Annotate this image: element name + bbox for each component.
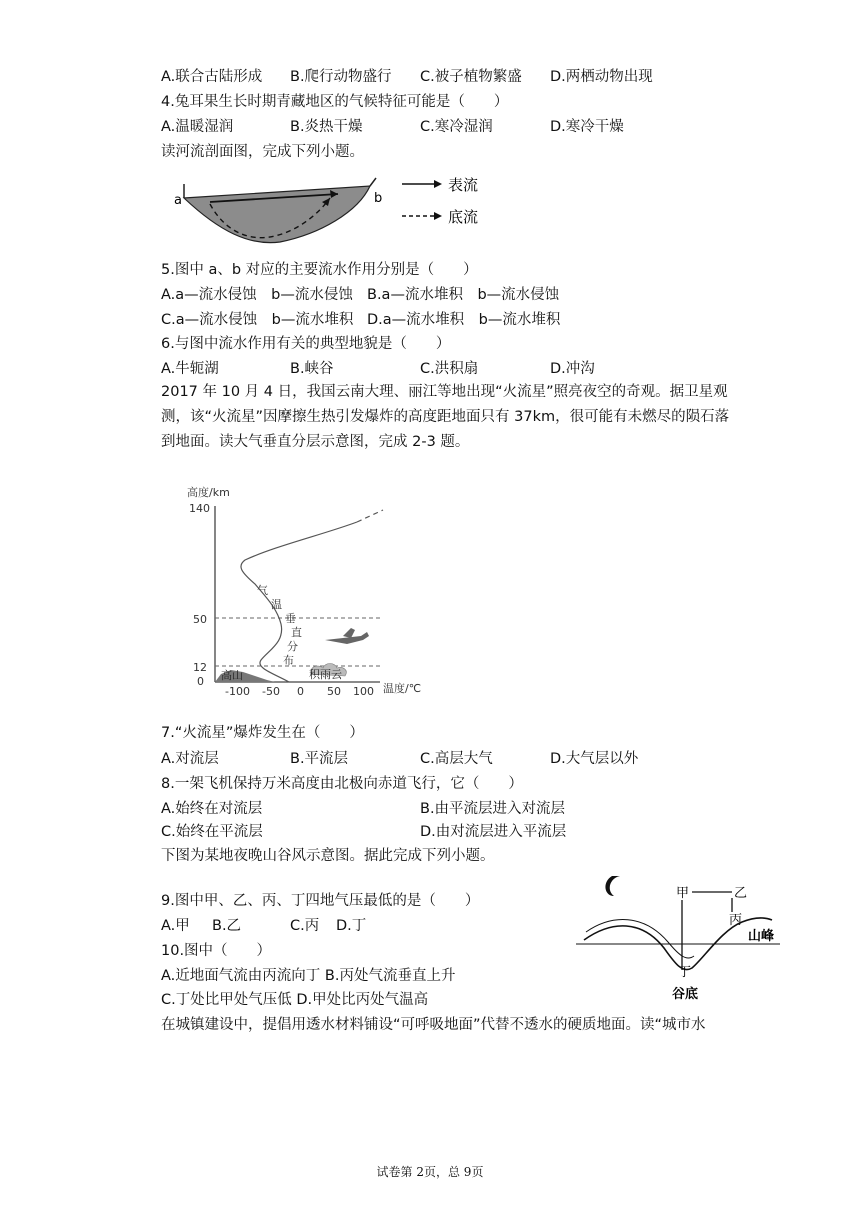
q7-option-b: B.平流层 [290,751,349,767]
city-intro: 在城镇建设中，提倡用透水材料铺设“可呼吸地面”代替不透水的硬质地面。读“城市水 [161,1017,706,1033]
label-bottom: 谷底 [672,987,699,1002]
q4-option-b: B.炎热干燥 [290,119,363,135]
q3-option-a: A.联合古陆形成 [161,69,263,85]
x-tick-100: 100 [353,685,374,698]
legend-surface: 表流 [448,176,479,194]
wind-intro: 下图为某地夜晚山谷风示意图。据此完成下列小题。 [161,848,495,864]
x-tick-0: 0 [297,685,304,698]
atmosphere-layer-figure [185,484,450,698]
q8-option-c: C.始终在平流层 [161,824,263,840]
cloud-label: 积雨云 [309,668,342,681]
y-tick-0: 0 [197,675,204,688]
mountain-label: 高山 [221,669,243,682]
q6-stem: 6.与图中流水作用有关的典型地貌是（ ） [161,336,451,352]
q5-option-a: A.a—流水侵蚀 b—流水侵蚀 [161,287,353,303]
q8-option-d: D.由对流层进入平流层 [420,824,567,840]
valley-wind-figure [572,870,787,1002]
q6-option-d: D.冲沟 [550,361,595,377]
q3-option-d: D.两栖动物出现 [550,69,653,85]
y-tick-12: 12 [193,661,207,674]
y-tick-140: 140 [189,502,210,515]
label-a: a [174,193,182,208]
q6-option-b: B.峡谷 [290,361,334,377]
q6-option-a: A.牛轭湖 [161,361,219,377]
curve-label-3: 垂 [285,612,296,625]
q6-option-c: C.洪积扇 [420,361,479,377]
q9-stem: 9.图中甲、乙、丙、丁四地气压最低的是（ ） [161,893,480,909]
q5-option-b: B.a—流水堆积 b—流水侵蚀 [367,287,560,303]
legend-bottom: 底流 [448,208,479,226]
q3-option-b: B.爬行动物盛行 [290,69,392,85]
curve-label-1: 气 [257,584,268,597]
q9-option-b: B.乙 [212,918,242,934]
x-tick-n50: -50 [262,685,280,698]
riverbed-shape [184,186,370,243]
label-b: b [374,191,383,206]
label-peak: 山峰 [748,929,775,944]
q8-stem: 8.一架飞机保持万米高度由北极向赤道飞行，它（ ） [161,776,523,792]
x-axis-title: 温度/℃ [383,682,422,695]
label-yi: 乙 [734,886,748,901]
q5-stem: 5.图中 a、b 对应的主要流水作用分别是（ ） [161,262,478,278]
moon-icon [605,876,620,896]
curve-label-6: 布 [283,654,294,667]
q9-option-a: A.甲 [161,918,190,934]
q7-stem: 7.“火流星”爆炸发生在（ ） [161,725,364,741]
q5-option-d: D.a—流水堆积 b—流水堆积 [367,312,561,328]
x-tick-n100: -100 [225,685,250,698]
q8-option-a: A.始终在对流层 [161,801,263,817]
x-tick-50: 50 [327,685,341,698]
curve-label-5: 分 [287,640,298,653]
q7-option-c: C.高层大气 [420,751,493,767]
river-intro: 读河流剖面图，完成下列小题。 [161,144,364,160]
q3-option-c: C.被子植物繁盛 [420,69,522,85]
y-tick-50: 50 [193,613,207,626]
curve-label-2: 温 [271,598,282,611]
q4-option-a: A.温暖湿润 [161,119,234,135]
q4-option-d: D.寒冷干燥 [550,119,624,135]
q9-option-c: C.丙 [290,918,320,934]
y-axis-title: 高度/km [187,486,230,499]
q10-stem: 10.图中（ ） [161,943,272,959]
temperature-curve [241,522,357,682]
q7-option-d: D.大气层以外 [550,751,639,767]
meteor-intro: 2017 年 10 月 4 日，我国云南大理、丽江等地出现“火流星”照亮夜空的奇观。据卫星观测，该“火流星”因摩擦生热引发爆炸的高度距地面只有 37km，很可能有未燃尽的陨石落到地面。读大气垂直分层示意图，完成 2-3 题。 [161,384,730,450]
page-footer: 试卷第 2页，总 9页 [376,1165,484,1179]
curve-label-4: 直 [291,626,302,639]
q9-option-d: D.丁 [336,918,367,934]
q10-options-ab: A.近地面气流由丙流向丁 B.丙处气流垂直上升 [161,968,456,984]
q4-option-c: C.寒冷湿润 [420,119,493,135]
label-jia: 甲 [676,886,690,901]
q10-options-cd: C.丁处比甲处气压低 D.甲处比丙处气温高 [161,992,429,1008]
q7-option-a: A.对流层 [161,751,219,767]
label-bing: 丙 [729,913,743,928]
q5-option-c: C.a—流水侵蚀 b—流水堆积 [161,312,354,328]
river-profile-figure [170,172,500,254]
airplane-icon [325,628,369,644]
label-ding: 丁 [678,965,692,980]
q4-stem: 4.兔耳果生长时期青藏地区的气候特征可能是（ ） [161,94,509,110]
q8-option-b: B.由平流层进入对流层 [420,801,566,817]
